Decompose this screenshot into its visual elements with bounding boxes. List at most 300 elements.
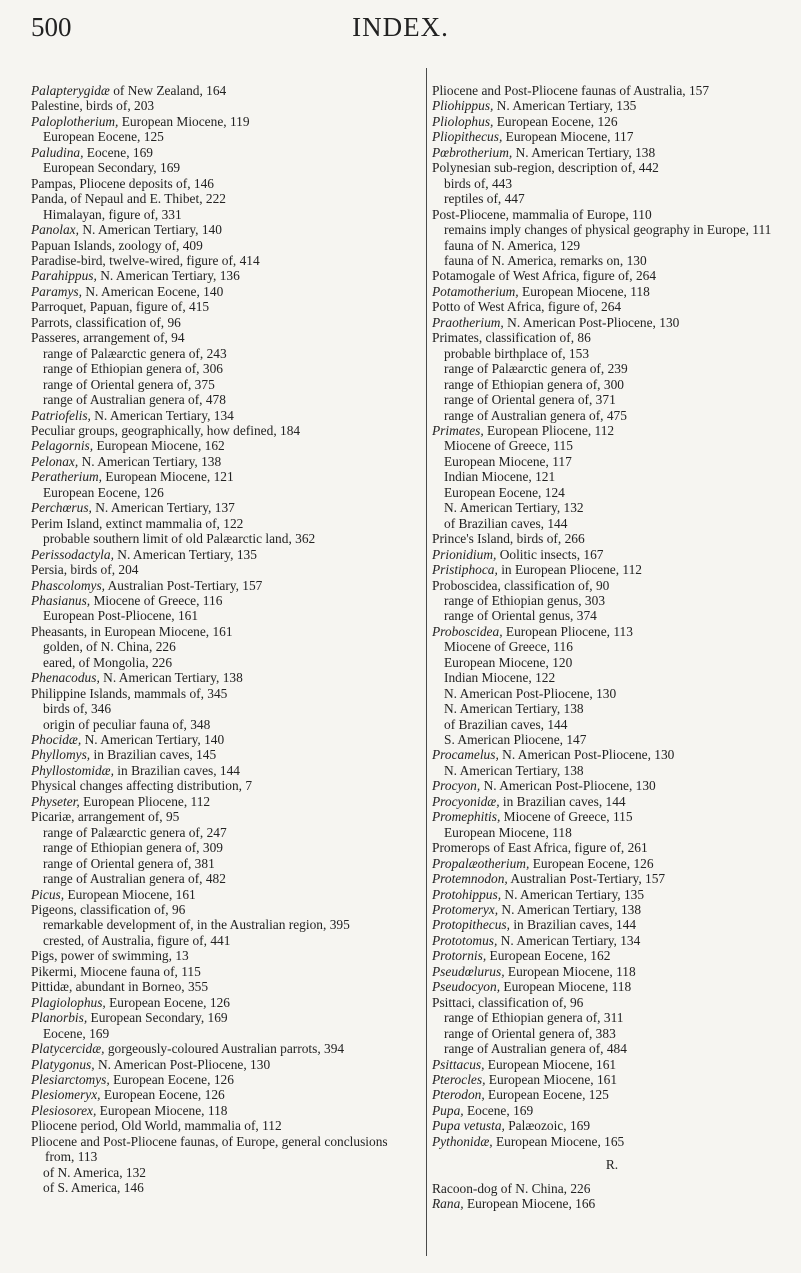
entry-text: Polynesian sub-region, description of, 442 [432,160,659,176]
entry-text: Philippine Islands, mammals of, 345 [31,685,228,701]
index-entry [432,268,792,283]
index-entry [31,176,420,191]
entry-term: Protornis, [432,948,487,964]
index-entry [31,964,420,979]
index-entry [432,562,792,577]
entry-text: range of Oriental genera of, 381 [43,855,215,871]
index-subentry [432,1026,792,1041]
index-subentry [432,701,792,716]
entry-term: Picus, [31,886,65,902]
entry-text: N. American Tertiary, 138 [498,902,642,918]
entry-text: birds of, 346 [43,701,112,717]
entry-text: European Eocene, 126 [100,1087,225,1103]
index-entry [31,624,420,639]
entry-text: Pigeons, classification of, 96 [31,902,186,918]
entry-text: of Brazilian caves, 144 [444,716,568,732]
index-entry [31,454,420,469]
entry-term: Phyllostomidæ, [31,762,114,778]
entry-term: Pythonidæ, [432,1133,493,1149]
entry-text: Passeres, arrangement of, 94 [31,330,185,346]
index-subentry [432,485,792,500]
entry-text: birds of, 443 [444,175,513,191]
entry-text: European Pliocene, 112 [483,422,615,438]
entry-term: Pelagornis, [31,438,94,454]
index-subentry [432,500,792,515]
entry-text: Parrots, classification of, 96 [31,314,181,330]
entry-term: Pseudocyon, [432,979,501,995]
entry-text: European Eocene, 125 [43,129,164,145]
entry-text: European Eocene, 162 [486,948,611,964]
index-entry [432,871,792,886]
index-subentry [432,222,792,237]
entry-text: Pheasants, in European Miocene, 161 [31,623,233,639]
index-subentry [31,1026,420,1041]
index-entry [31,763,420,778]
entry-text: European Miocene, 166 [463,1196,596,1212]
index-subentry [432,763,792,778]
entry-text: Psittaci, classification of, 96 [432,994,584,1010]
entry-term: Pelonax, [31,453,79,469]
index-entry [31,284,420,299]
index-subentry [432,732,792,747]
entry-text: remains imply changes of physical geography in Europe, 111 [444,222,772,238]
entry-term: Phocidæ, [31,732,82,748]
index-entry [432,531,792,546]
column-divider [426,68,427,1256]
index-entry [31,809,420,824]
entry-text: European Eocene, 126 [105,994,230,1010]
index-subentry [31,871,420,886]
index-entry [432,856,792,871]
entry-text: Parroquet, Papuan, figure of, 415 [31,299,210,315]
entry-text: N. American Tertiary, 132 [444,500,584,516]
entry-text: Palestine, birds of, 203 [31,98,155,114]
index-entry [432,284,792,299]
index-subentry [432,686,792,701]
index-entry [432,129,792,144]
index-subentry [432,176,792,191]
entry-term: Psittacus, [432,1056,485,1072]
index-entry [432,299,792,314]
entry-text: range of Australian genera of, 484 [444,1041,627,1057]
index-entry [31,145,420,160]
index-subentry [432,516,792,531]
entry-text: range of Australian genera of, 475 [444,407,627,423]
index-subentry [432,608,792,623]
index-entry [31,979,420,994]
index-subentry [432,191,792,206]
page-number: 500 [31,12,72,42]
entry-term: Palapterygidæ [31,83,110,98]
entry-text: Miocene of Greece, 115 [444,438,573,454]
index-subentry [432,670,792,685]
entry-term: Pliolophus, [432,113,494,129]
entry-text: European Miocene, 119 [118,113,250,129]
index-entry [432,794,792,809]
index-entry [31,1134,420,1165]
entry-term: Procyon, [432,778,481,794]
entry-text: Paradise-bird, twelve-wired, figure of, 414 [31,252,260,268]
entry-text: Indian Miocene, 121 [444,469,556,485]
index-entry [31,1103,420,1118]
index-subentry [31,207,420,222]
index-entry [31,1041,420,1056]
entry-text: Pliocene period, Old World, mammalia of, 112 [31,1118,282,1134]
index-entry [31,238,420,253]
index-entry [31,778,420,793]
index-entry [31,1057,420,1072]
index-entry [432,1072,792,1087]
index-entry [432,145,792,160]
entry-text: range of Oriental genera of, 375 [43,376,215,392]
index-entry [432,809,792,824]
entry-text: Panda, of Nepaul and E. Thibet, 222 [31,191,226,207]
entry-text: range of Ethiopian genera of, 306 [43,361,223,377]
index-entry [31,222,420,237]
index-entry [432,747,792,762]
entry-text: reptiles of, 447 [444,191,525,207]
entry-text: European Pliocene, 112 [79,793,211,809]
entry-text: Eocene, 169 [83,144,153,160]
index-subentry [432,377,792,392]
index-entry [432,933,792,948]
entry-text: gorgeously-coloured Australian parrots, 394 [104,1041,345,1057]
entry-term: Perchœrus, [31,500,92,516]
index-entry [432,83,792,98]
entry-text: Miocene of Greece, 115 [500,809,633,825]
entry-term: Promephitis, [432,809,501,825]
entry-text: Post-Pliocene, mammalia of Europe, 110 [432,206,652,222]
entry-text: N. American Post-Pliocene, 130 [444,685,617,701]
entry-text: in Brazilian caves, 144 [499,793,626,809]
entry-term: Proboscidea, [432,623,503,639]
index-entry [31,948,420,963]
entry-text: N. American Tertiary, 135 [113,546,257,562]
index-subentry [31,717,420,732]
entry-text: N. American Tertiary, 138 [444,701,584,717]
right-column [432,83,792,1212]
entry-text: European Eocene, 126 [43,484,164,500]
entry-term: Perissodactyla, [31,546,114,562]
index-subentry [31,485,420,500]
entry-term: Rana, [432,1196,464,1212]
index-entry [31,83,420,98]
entry-text: probable southern limit of old Palæarctic land, 362 [43,531,316,547]
entry-term: Prionidium, [432,546,497,562]
index-entry [31,1010,420,1025]
entry-text: Promerops of East Africa, figure of, 261 [432,840,648,856]
entry-term: Planorbis, [31,1010,88,1026]
entry-text: Eocene, 169 [43,1025,110,1041]
entry-text: of S. America, 146 [43,1180,144,1196]
entry-term: Platycercidæ, [31,1041,105,1057]
entry-term: Protomeryx, [432,902,499,918]
entry-term: Pliopithecus, [432,129,503,145]
entry-text: Physical changes affecting distribution, 7 [31,778,253,794]
entry-text: European Miocene, 120 [444,654,573,670]
entry-text: European Secondary, 169 [87,1010,228,1026]
index-entry [432,624,792,639]
entry-term: Protohippus, [432,886,502,902]
index-entry [432,1087,792,1102]
entry-text: European Eocene, 126 [109,1072,234,1087]
entry-text: range of Australian genera of, 482 [43,871,226,887]
entry-text: European Eocene, 126 [529,855,654,871]
entry-text: Pikermi, Miocene fauna of, 115 [31,963,201,979]
entry-term: Peratherium, [31,469,103,485]
entry-text: European Secondary, 169 [43,160,181,176]
entry-text: Palæozoic, 169 [504,1118,591,1134]
entry-term: Pœbrotherium, [432,144,513,160]
index-entry [432,964,792,979]
entry-text: European Eocene, 124 [444,484,565,500]
index-entry [432,423,792,438]
index-entry [31,1072,420,1087]
entry-term: Pliohippus, [432,98,494,114]
entry-text: range of Palæarctic genera of, 239 [444,361,628,377]
index-entry [31,578,420,593]
index-subentry [31,933,420,948]
entry-term: Panolax, [31,222,79,238]
index-subentry [31,531,420,546]
entry-term: Paloplotherium, [31,113,119,129]
index-entry [31,516,420,531]
index-entry [31,902,420,917]
index-subentry [31,639,420,654]
entry-term: Plesiomeryx, [31,1087,101,1103]
index-entry [432,887,792,902]
entry-term: Paludina, [31,144,84,160]
index-entry [432,1181,792,1196]
index-subentry [432,655,792,670]
entry-text: European Miocene, 161 [485,1072,618,1087]
entry-text: range of Oriental genus, 374 [444,608,597,624]
index-entry [432,330,792,345]
entry-text: N. American Eocene, 140 [81,283,224,299]
index-entry [432,948,792,963]
entry-text: European Miocene, 118 [444,824,572,840]
index-entry [432,1103,792,1118]
entry-text: Persia, birds of, 204 [31,562,139,578]
entry-text: European Miocene, 161 [64,886,196,902]
index-entry [432,840,792,855]
left-column [31,83,420,1196]
index-subentry [432,438,792,453]
index-entry [432,917,792,932]
entry-term: Primates, [432,422,484,438]
entry-term: Parahippus, [31,268,97,284]
entry-text: in Brazilian caves, 144 [509,917,637,933]
entry-term: Propalæotherium, [432,855,530,871]
index-entry [31,408,420,423]
entry-term: Praotherium, [432,314,504,330]
index-subentry [31,1180,420,1195]
entry-term: Plesiosorex, [31,1102,97,1118]
entry-term: Platygonus, [31,1056,95,1072]
entry-term: Pterodon, [432,1087,485,1103]
entry-text: eared, of Mongolia, 226 [43,654,173,670]
entry-text: Papuan Islands, zoology of, 409 [31,237,203,253]
entry-term: Phascolomys, [31,577,106,593]
entry-text: N. American Tertiary, 140 [78,222,222,238]
index-entry [31,315,420,330]
index-subentry [432,469,792,484]
index-entry [432,995,792,1010]
entry-text: crested, of Australia, figure of, 441 [43,932,231,948]
entry-text: Pliocene and Post-Pliocene faunas of Australia, 157 [432,83,710,98]
index-entry [31,299,420,314]
index-letter-text: R. [605,1157,619,1173]
entry-text: Potto of West Africa, figure of, 264 [432,299,622,315]
entry-text: fauna of N. America, remarks on, 130 [444,252,647,268]
entry-text: European Miocene, 118 [500,979,632,995]
entry-term: Procamelus, [432,747,499,763]
entry-text: of N. America, 132 [43,1164,147,1180]
index-subentry [31,361,420,376]
entry-text: Himalayan, figure of, 331 [43,206,182,222]
index-subentry [432,639,792,654]
entry-text: N. American Tertiary, 135 [493,98,637,114]
index-entry [31,995,420,1010]
entry-term: Patriofelis, [31,407,91,423]
entry-text: European Pliocene, 113 [502,623,633,639]
index-subentry [432,238,792,253]
entry-text: Racoon-dog of N. China, 226 [432,1180,591,1196]
index-subentry [432,593,792,608]
entry-text: European Miocene, 117 [444,453,572,469]
entry-term: Pterocles, [432,1072,486,1087]
entry-text: N. American Post-Pliocene, 130 [498,747,675,763]
entry-text: European Miocene, 118 [504,963,636,979]
entry-text: N. American Tertiary, 136 [96,268,240,284]
index-subentry [432,454,792,469]
index-subentry [31,825,420,840]
entry-text: Potamogale of West Africa, figure of, 264 [432,268,657,284]
entry-text: Pampas, Pliocene deposits of, 146 [31,175,214,191]
index-subentry [31,701,420,716]
entry-text: range of Palæarctic genera of, 247 [43,824,227,840]
entry-term: Phyllomys, [31,747,91,763]
entry-term: Plagiolophus, [31,994,106,1010]
index-entry [432,207,792,222]
entry-text: range of Oriental genera of, 371 [444,392,616,408]
index-entry [31,98,420,113]
entry-text: N. American Tertiary, 140 [81,732,225,748]
index-entry [31,1087,420,1102]
entry-text: Australian Post-Tertiary, 157 [507,871,666,887]
entry-text: fauna of N. America, 129 [444,237,581,253]
entry-text: European Eocene, 126 [493,113,618,129]
entry-text: European Miocene, 162 [93,438,225,454]
entry-text: Pigs, power of swimming, 13 [31,948,189,964]
index-entry [432,547,792,562]
page-header [0,10,801,50]
index-entry [432,1134,792,1149]
index-subentry [432,825,792,840]
index-entry [31,562,420,577]
entry-term: Phenacodus, [31,670,100,686]
index-subentry [31,160,420,175]
index-entry [31,469,420,484]
index-subentry [432,346,792,361]
entry-text: European Eocene, 125 [484,1087,609,1103]
entry-text: Australian Post-Tertiary, 157 [105,577,263,593]
index-entry [31,268,420,283]
index-entry [31,887,420,902]
index-entry [432,778,792,793]
index-subentry [432,1010,792,1025]
entry-term: Procyonidæ, [432,793,500,809]
index-subentry [31,917,420,932]
entry-text: European Miocene, 165 [492,1133,625,1149]
index-entry [432,160,792,175]
entry-text: range of Ethiopian genera of, 300 [444,376,624,392]
index-subentry [432,253,792,268]
entry-term: Physeter, [31,793,80,809]
index-subentry [31,840,420,855]
index-entry [31,114,420,129]
page-title: INDEX. [352,12,449,42]
index-subentry [432,392,792,407]
entry-text: Perim Island, extinct mammalia of, 122 [31,515,244,531]
entry-text: European Miocene, 117 [502,129,634,145]
entry-text: of New Zealand, 164 [109,83,227,98]
entry-text: European Miocene, 121 [102,469,234,485]
entry-text: N. American Post-Pliocene, 130 [94,1056,271,1072]
index-letter-heading [432,1157,792,1172]
entry-text: in European Pliocene, 112 [497,562,643,578]
entry-term: Pseudœlurus, [432,963,505,979]
entry-text: European Miocene, 161 [484,1056,617,1072]
entry-text: S. American Pliocene, 147 [444,732,587,748]
entry-text: N. American Tertiary, 134 [497,932,641,948]
index-subentry [31,346,420,361]
index-subentry [31,392,420,407]
index-subentry [432,717,792,732]
entry-term: Pristiphoca, [432,562,498,578]
index-subentry [31,1165,420,1180]
entry-text: Miocene of Greece, 116 [90,592,223,608]
entry-text: range of Oriental genera of, 383 [444,1025,616,1041]
index-entry [31,253,420,268]
index-entry [31,670,420,685]
entry-text: European Miocene, 118 [96,1102,228,1118]
entry-text: Eocene, 169 [463,1102,534,1118]
index-entry [432,578,792,593]
index-entry [432,1196,792,1211]
entry-text: Picariæ, arrangement of, 95 [31,809,180,825]
index-entry [432,1118,792,1133]
entry-term: Paramys, [31,283,82,299]
entry-text: in Brazilian caves, 144 [113,762,241,778]
index-entry [31,1118,420,1133]
index-subentry [432,361,792,376]
entry-text: N. American Tertiary, 138 [99,670,243,686]
entry-term: Potamotherium, [432,283,519,299]
entry-text: Indian Miocene, 122 [444,670,556,686]
index-subentry [432,408,792,423]
entry-term: Pupa, [432,1102,464,1118]
index-entry [31,500,420,515]
index-entry [31,732,420,747]
entry-text: range of Ethiopian genus, 303 [444,592,606,608]
entry-text: in Brazilian caves, 145 [90,747,217,763]
entry-text: probable birthplace of, 153 [444,345,590,361]
entry-term: Protopithecus, [432,917,510,933]
entry-text: N. American Tertiary, 138 [444,762,584,778]
index-entry [432,1057,792,1072]
entry-term: Protemnodon, [432,871,508,887]
